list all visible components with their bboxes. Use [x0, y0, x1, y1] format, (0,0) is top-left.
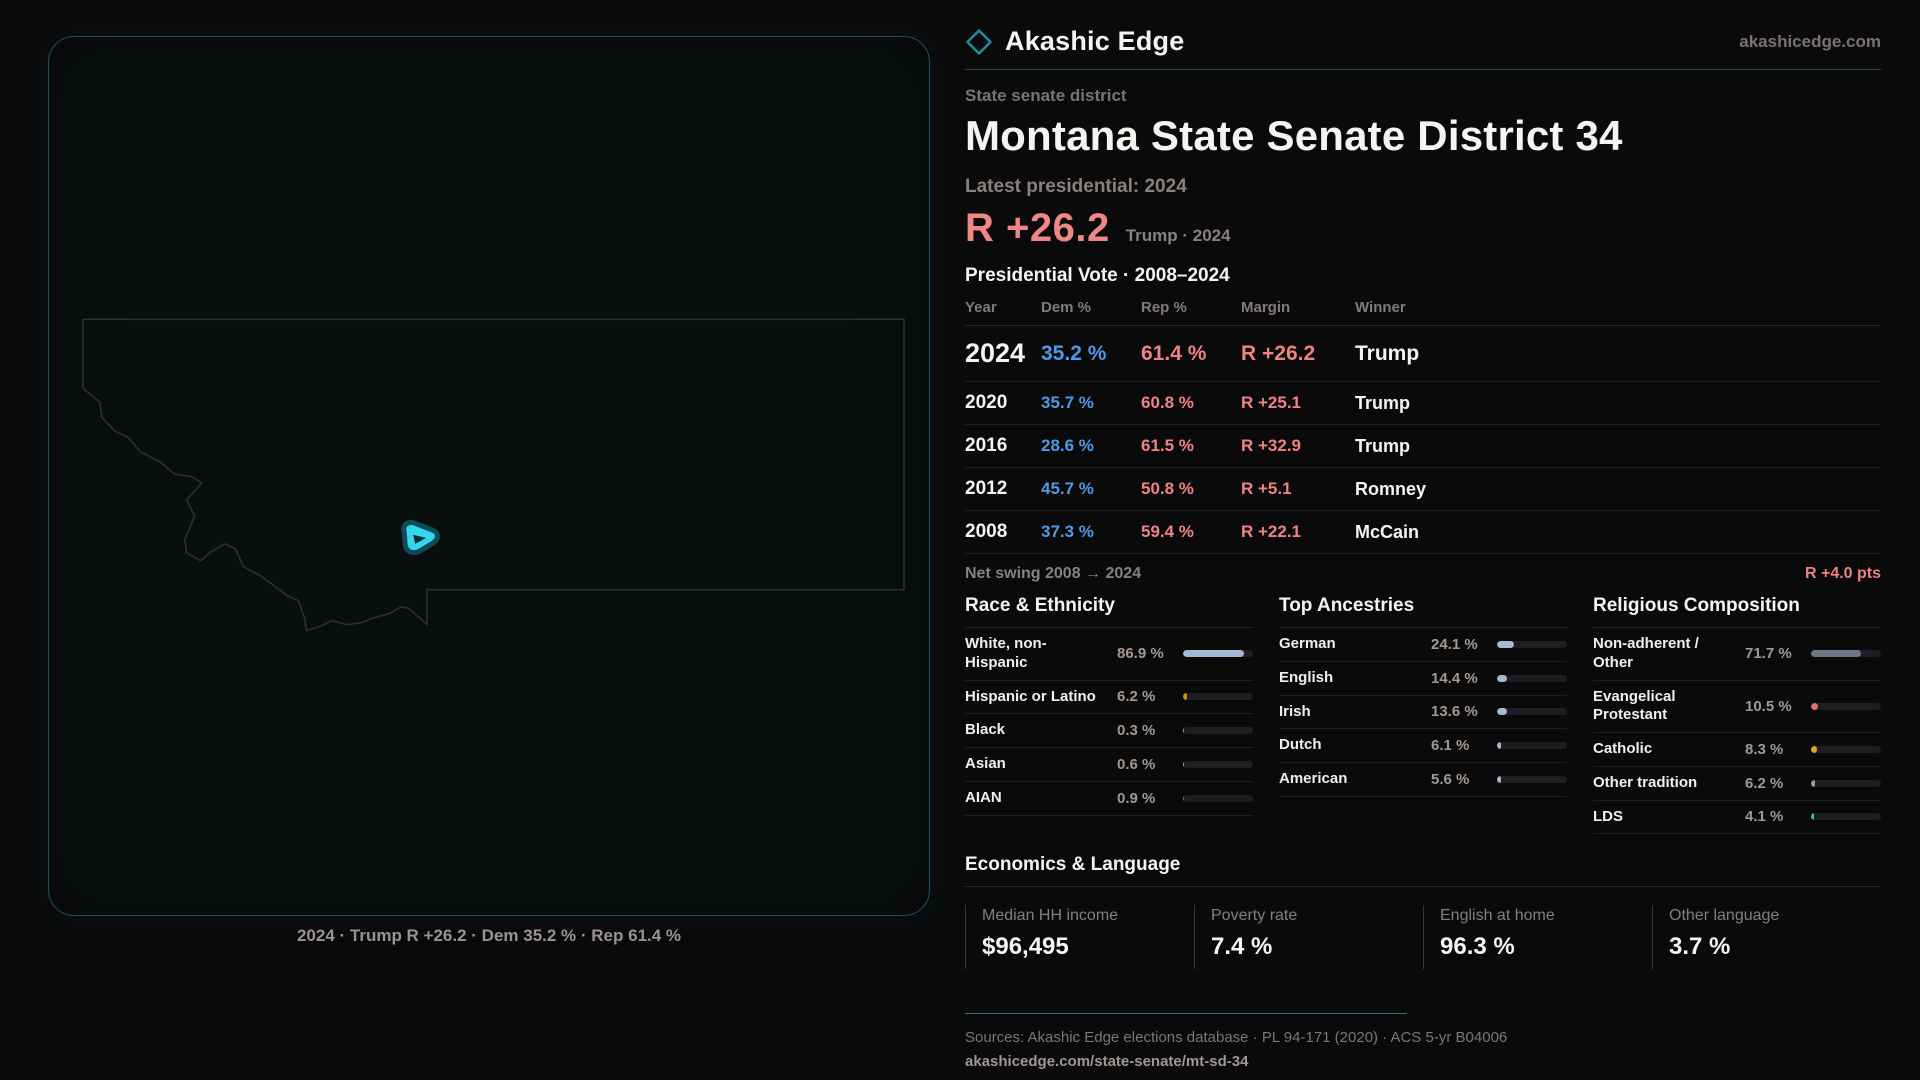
demo-bar-track	[1811, 813, 1881, 820]
demo-label: Evangelical Protestant	[1593, 687, 1676, 724]
cell-dem-pct: 45.7 %	[1041, 479, 1094, 498]
economics-section-title: Economics & Language	[965, 854, 1881, 887]
cell-year: 2008	[965, 521, 1008, 542]
demo-label: Other tradition	[1593, 773, 1698, 791]
cell-winner: Trump	[1355, 341, 1420, 365]
demo-bar-fill	[1497, 675, 1507, 682]
cell-dem-pct: 28.6 %	[1041, 436, 1094, 455]
report-panel	[965, 26, 1881, 1070]
demo-value: 6.1 %	[1431, 737, 1470, 755]
demo-label: American	[1279, 770, 1348, 787]
cell-year: 2012	[965, 478, 1008, 499]
demo-label: Hispanic or Latino	[965, 687, 1096, 705]
list-item	[1279, 662, 1567, 696]
stat-label: Poverty rate	[1211, 907, 1298, 925]
list-item	[1279, 628, 1567, 662]
montana-outline	[83, 319, 904, 630]
demo-value: 6.2 %	[1745, 774, 1784, 792]
demo-label: Dutch	[1279, 736, 1322, 754]
presidential-vote-table	[965, 299, 1881, 554]
stat-cell	[965, 905, 1194, 969]
headline-margin-row	[965, 206, 1881, 251]
demo-bar-track	[1811, 650, 1881, 657]
stat-label: English at home	[1440, 907, 1555, 925]
cell-rep-pct: 59.4 %	[1141, 522, 1194, 541]
district-type-kicker: State senate district	[965, 86, 1127, 105]
demo-label: LDS	[1593, 807, 1623, 825]
demo-value: 5.6 %	[1431, 770, 1470, 788]
list-item	[1593, 733, 1881, 767]
latest-presidential-label: Latest presidential: 2024	[965, 176, 1187, 197]
table-row	[965, 425, 1881, 468]
sources-text: Sources: Akashic Edge elections database · PL 94-171 (2020) · ACS 5-yr B04006	[965, 1029, 1508, 1047]
table-row	[965, 468, 1881, 511]
list-item	[1279, 763, 1567, 797]
demo-bar-track	[1497, 708, 1567, 715]
demo-label: Non-adherent / Other	[1593, 635, 1699, 671]
demo-value: 0.6 %	[1117, 755, 1156, 773]
cell-winner: Trump	[1355, 435, 1411, 456]
column-header: Margin	[1241, 299, 1291, 316]
demo-label: Catholic	[1593, 740, 1653, 757]
demo-bar-track	[1811, 780, 1881, 787]
cell-year: 2024	[965, 338, 1026, 368]
demo-bar-fill	[1497, 641, 1514, 648]
demo-bar-fill	[1183, 650, 1244, 657]
stat-value: 7.4 %	[1211, 933, 1273, 961]
cell-winner: McCain	[1355, 521, 1420, 542]
diamond-logo-icon	[965, 28, 993, 56]
brand-name: Akashic Edge	[1005, 26, 1185, 56]
economics-stats-row	[965, 905, 1881, 969]
cell-margin: R +32.9	[1241, 436, 1302, 455]
stat-value: 3.7 %	[1669, 933, 1731, 961]
cell-rep-pct: 60.8 %	[1141, 393, 1194, 412]
stat-value: $96,495	[982, 933, 1069, 961]
cell-margin: R +5.1	[1241, 479, 1292, 498]
section-title: Race & Ethnicity	[965, 595, 1253, 628]
headline-margin-sub: Trump · 2024	[1125, 226, 1231, 245]
montana-map	[49, 37, 929, 915]
demo-bar-track	[1811, 746, 1881, 753]
demo-label: Black	[965, 721, 1006, 739]
demo-label: Asian	[965, 755, 1006, 772]
list-item	[965, 782, 1253, 816]
demo-bar-fill	[1811, 650, 1861, 657]
footer-divider	[965, 1013, 1407, 1014]
demo-bar-fill	[1497, 742, 1501, 749]
cell-margin: R +25.1	[1241, 393, 1302, 412]
cell-dem-pct: 35.2 %	[1041, 341, 1107, 365]
demo-bar-track	[1183, 693, 1253, 700]
column-header: Dem %	[1041, 299, 1092, 316]
demo-bar-track	[1811, 703, 1881, 710]
list-item	[965, 748, 1253, 782]
demo-value: 0.9 %	[1117, 789, 1156, 807]
demo-label: English	[1279, 668, 1334, 686]
cell-margin: R +22.1	[1241, 522, 1302, 541]
cell-winner: Romney	[1355, 478, 1427, 499]
demo-value: 10.5 %	[1745, 697, 1792, 715]
demo-value: 0.3 %	[1117, 722, 1156, 740]
demo-bar-track	[1497, 641, 1567, 648]
demo-label: AIAN	[965, 788, 1002, 806]
demo-value: 13.6 %	[1431, 703, 1478, 721]
brand-site-link[interactable]: akashicedge.com	[1739, 31, 1881, 51]
section-title: Top Ancestries	[1279, 595, 1567, 628]
stat-label: Other language	[1669, 907, 1780, 925]
cell-rep-pct: 61.5 %	[1141, 436, 1194, 455]
demographics-section	[965, 595, 1881, 834]
demo-label: Irish	[1279, 702, 1311, 720]
net-swing-row	[965, 554, 1881, 589]
list-item	[1593, 628, 1881, 681]
map-caption: 2024 · Trump R +26.2 · Dem 35.2 % · Rep 61.4 %	[296, 926, 682, 945]
demo-bar-fill	[1497, 708, 1507, 715]
footer	[965, 1013, 1881, 1070]
list-item	[965, 681, 1253, 715]
brand-header	[965, 26, 1881, 57]
stat-value: 96.3 %	[1440, 933, 1515, 961]
cell-winner: Trump	[1355, 392, 1411, 413]
demo-label: German	[1279, 635, 1336, 652]
table-row	[965, 382, 1881, 425]
top-ancestries-column	[1279, 595, 1567, 834]
demo-bar-track	[1183, 650, 1253, 657]
map-panel	[48, 36, 930, 916]
net-swing-label: Net swing 2008 → 2024	[965, 565, 1142, 582]
demo-bar-fill	[1811, 746, 1817, 753]
table-row	[965, 326, 1881, 382]
religious-composition-column	[1593, 595, 1881, 834]
list-item	[1593, 801, 1881, 835]
headline-margin-value: R +26.2	[965, 206, 1110, 250]
list-item	[1593, 681, 1881, 734]
race-ethnicity-column	[965, 595, 1253, 834]
list-item	[1279, 696, 1567, 730]
demo-bar-fill	[1811, 703, 1818, 710]
section-title: Religious Composition	[1593, 595, 1881, 628]
permalink[interactable]: akashicedge.com/state-senate/mt-sd-34	[965, 1053, 1249, 1071]
demo-value: 24.1 %	[1431, 635, 1478, 653]
demo-bar-track	[1183, 761, 1253, 768]
demo-bar-fill	[1183, 693, 1187, 700]
column-header: Year	[965, 299, 997, 316]
demo-value: 14.4 %	[1431, 669, 1478, 687]
demo-bar-fill	[1497, 776, 1501, 783]
page-title: Montana State Senate District 34	[965, 112, 1623, 159]
list-item	[965, 714, 1253, 748]
demo-bar-track	[1183, 795, 1253, 802]
list-item	[1279, 729, 1567, 763]
header-divider	[965, 69, 1881, 70]
demo-value: 4.1 %	[1745, 808, 1784, 826]
stat-label: Median HH income	[982, 907, 1119, 925]
demo-label: White, non-Hispanic	[965, 635, 1047, 671]
demo-bar-track	[1497, 776, 1567, 783]
cell-rep-pct: 50.8 %	[1141, 479, 1194, 498]
demo-bar-track	[1183, 727, 1253, 734]
demo-bar-track	[1497, 675, 1567, 682]
demo-value: 71.7 %	[1745, 645, 1792, 663]
demo-value: 8.3 %	[1745, 740, 1784, 758]
vote-table-title: Presidential Vote · 2008–2024	[965, 265, 1230, 286]
cell-dem-pct: 35.7 %	[1041, 393, 1094, 412]
cell-year: 2020	[965, 392, 1008, 413]
cell-rep-pct: 61.4 %	[1141, 341, 1207, 365]
demo-bar-track	[1497, 742, 1567, 749]
demo-value: 86.9 %	[1117, 645, 1164, 663]
stat-cell	[1652, 905, 1881, 969]
stat-cell	[1194, 905, 1423, 969]
demo-bar-fill	[1183, 795, 1184, 802]
cell-dem-pct: 37.3 %	[1041, 522, 1094, 541]
cell-margin: R +26.2	[1241, 341, 1316, 365]
column-header: Winner	[1355, 299, 1406, 316]
list-item	[965, 628, 1253, 681]
stat-cell	[1423, 905, 1652, 969]
demo-bar-fill	[1811, 780, 1815, 787]
demo-bar-fill	[1811, 813, 1814, 820]
table-row	[965, 511, 1881, 554]
net-swing-value: R +4.0 pts	[1804, 565, 1881, 582]
column-header: Rep %	[1141, 299, 1187, 316]
cell-year: 2016	[965, 435, 1008, 456]
table-header-row	[965, 299, 1881, 326]
list-item	[1593, 767, 1881, 801]
demo-value: 6.2 %	[1117, 688, 1156, 706]
